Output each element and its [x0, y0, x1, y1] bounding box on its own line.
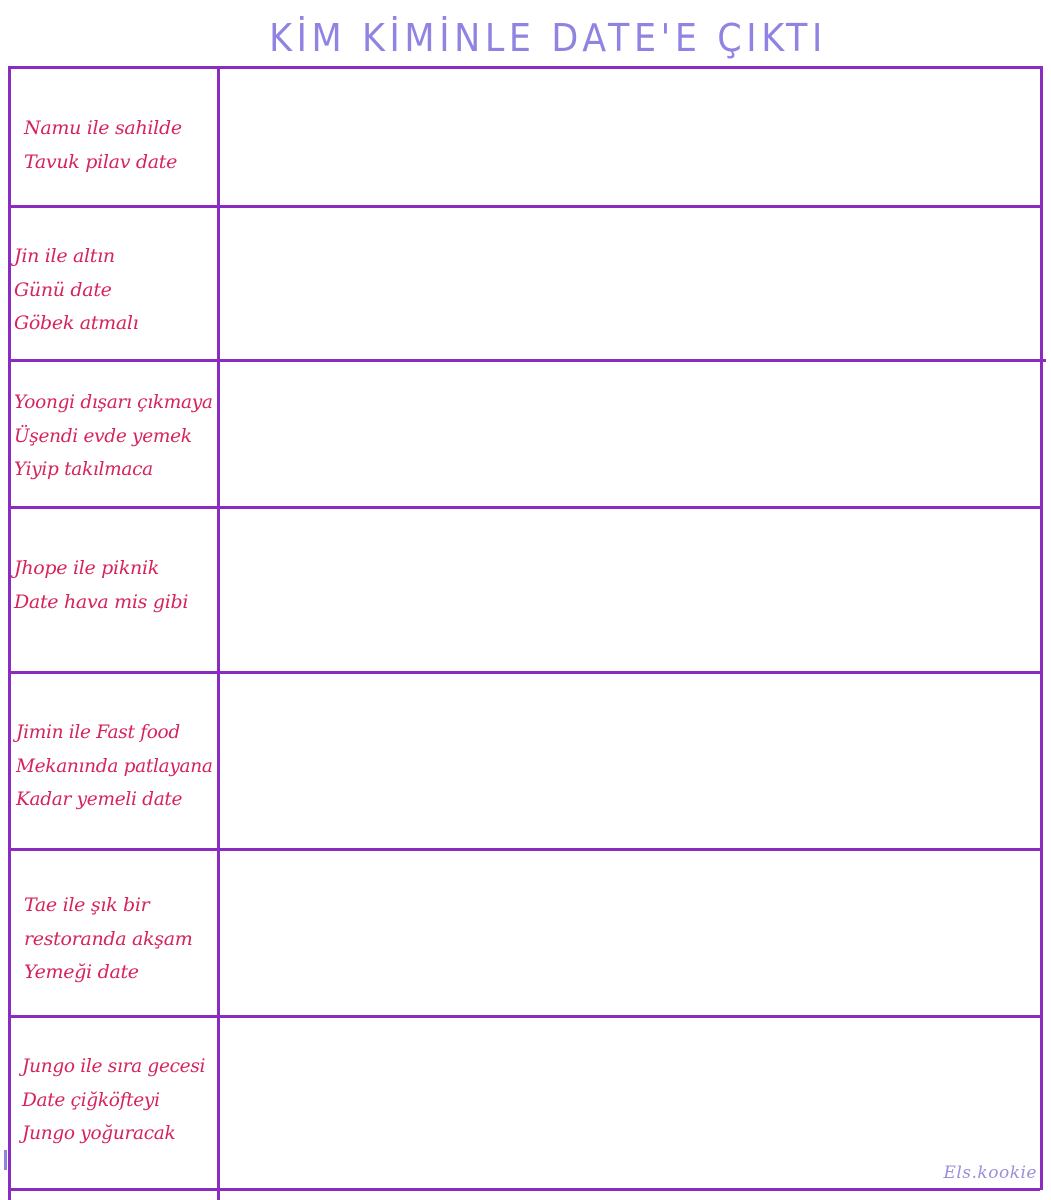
row-label-line: Date hava mis gibi	[14, 590, 189, 613]
answer-cell[interactable]	[222, 69, 1036, 205]
answer-cell[interactable]	[222, 674, 1036, 848]
table-left-border	[8, 66, 11, 1200]
row-divider	[8, 1188, 1040, 1191]
row-label-jin	[14, 240, 138, 341]
row-label-jungo	[22, 1050, 205, 1151]
row-label-line: Göbek atmalı	[14, 312, 139, 334]
row-label-namu	[24, 112, 182, 179]
row-label-line: Üşendi evde yemek	[14, 425, 192, 447]
answer-cell[interactable]	[222, 509, 1036, 671]
row-label-line: Jhope ile piknik	[14, 557, 159, 579]
row-label-line: Tae ile şık bir	[24, 894, 150, 916]
row-label-yoongi	[14, 386, 213, 487]
row-label-line: Mekanında patlayana	[16, 755, 213, 777]
answer-cell[interactable]	[222, 1018, 1036, 1188]
table-right-border	[1040, 66, 1043, 1190]
row-label-line: Yiyip takılmaca	[14, 459, 153, 480]
watermark: Els.kookie	[943, 1163, 1037, 1183]
row-label-tae	[24, 889, 192, 990]
row-label-line: Tavuk pilav date	[24, 150, 178, 173]
row-label-line: Jungo ile sıra gecesi	[22, 1056, 206, 1077]
row-label-line: Jimin ile Fast food	[16, 722, 180, 743]
row-label-line: Yoongi dışarı çıkmaya	[14, 392, 213, 413]
stray-mark	[4, 1150, 7, 1170]
row-label-line: Kadar yemeli date	[16, 789, 183, 810]
table-column-divider	[217, 66, 220, 1200]
row-label-line: Date çiğköfteyi	[22, 1089, 160, 1111]
page-title: KİM KİMİNLE DATE'E ÇIKTI	[269, 16, 827, 60]
answer-cell[interactable]	[222, 362, 1036, 506]
row-label-line: Jin ile altın	[14, 245, 115, 267]
row-label-line: Yemeği date	[24, 961, 139, 983]
row-label-jhope	[14, 552, 188, 619]
row-label-line: Namu ile sahilde	[24, 117, 182, 139]
row-label-jimin	[16, 716, 213, 817]
answer-cell[interactable]	[222, 851, 1036, 1015]
row-label-line: Jungo yoğuracak	[22, 1123, 176, 1144]
row-label-line: restoranda akşam	[24, 927, 193, 950]
answer-cell[interactable]	[222, 208, 1036, 359]
row-label-line: Günü date	[14, 278, 112, 301]
